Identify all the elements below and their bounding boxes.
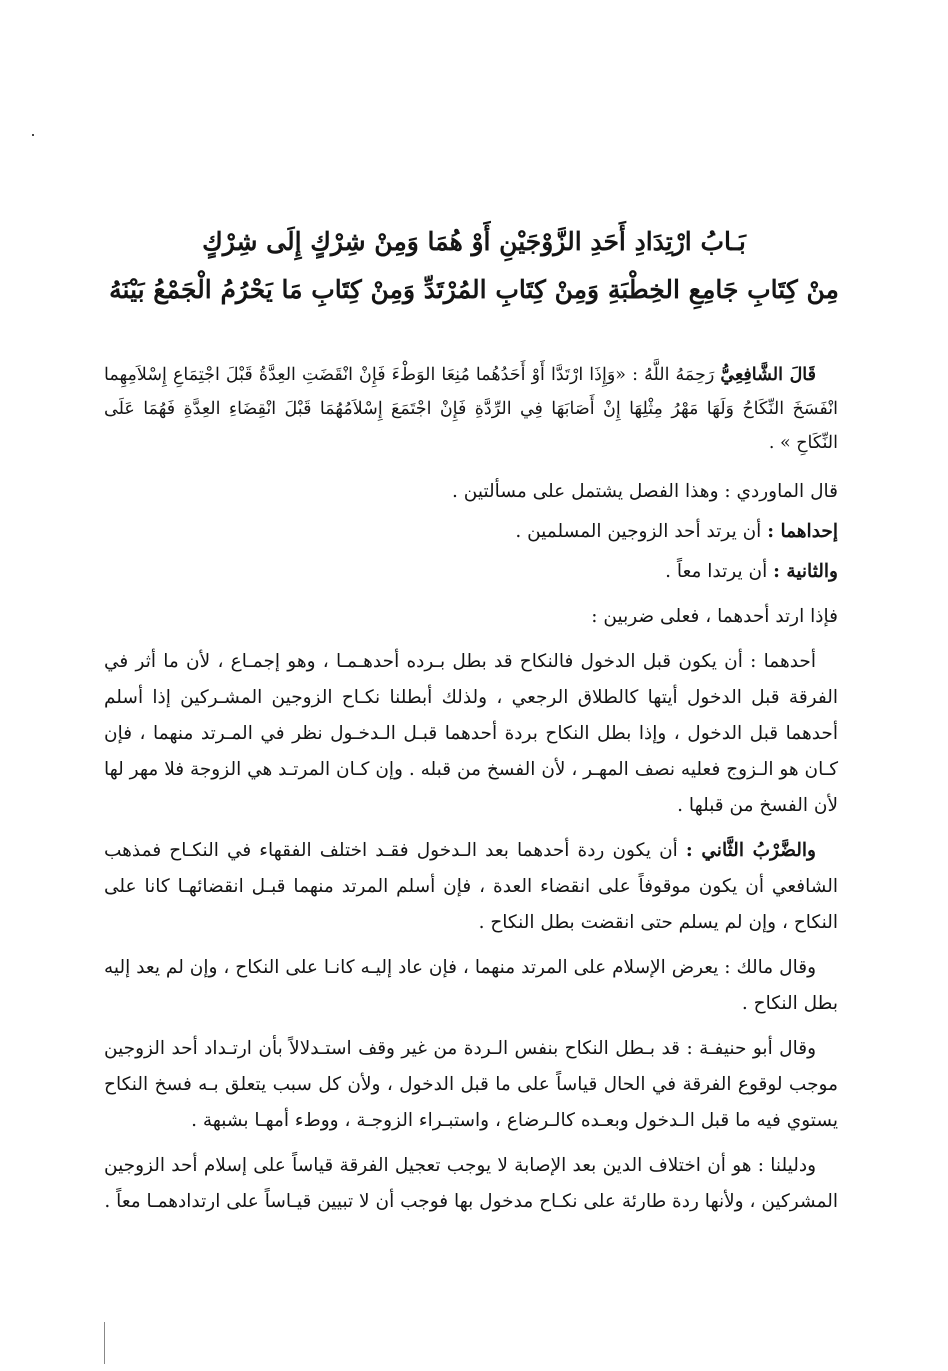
paragraph-text: أحدهما : أن يكون قبل الدخول فالنكاح قد بطل بـرده أحدهـمـا ، وهو إجمـاع ، لأن ما أثر في الفرقة قبل الدخول أيتها كالطلاق الرجعي ، ولذلك أبطلنا نكـاح الزوجين المشـركين إذا أسلم أحدهما قبل الدخول ، وإذا بطل النكاح بردة أحدهما قبـل الـدخـول نظر في المـرتد منهما ، فإن كـان هو الـزوج فعليه نصف المهـر ، لأن الفسخ من قبله . وإن كـان المرتـد هي الزوجة فلا مهر لها لأن الفسخ من قبلها . — [103, 651, 839, 816]
paragraph-lead: والثانية : — [773, 561, 838, 582]
evidence-paragraph — [104, 1148, 838, 1220]
paragraph-lead: إحداهما : — [767, 521, 838, 542]
paragraph-text: رَحِمَهُ اللَّهُ : «وَإِذَا ارْتَدَّا أَوْ أَحَدُهُما مُنِعَا الوَطْءَ فَإِنْ انْقَضَتِ العِدَّةُ قَبْلَ اجْتِمَاعِ إِسْلاَمِهِما انْفَسَخَ النِّكَاحُ وَلَهَا مَهْرُ مِثْلِهَا إِنْ أَصَابَهَا فِي الرِّدَّةِ فَإِنْ اجْتَمَعَ إِسْلاَمُهُمَا قَبْلَ انْقِضَاءِ العِدَّةِ فَهُمَا عَلَى النِّكَاحِ » . — [104, 365, 838, 453]
first-type-paragraph — [104, 644, 838, 824]
mawardi-intro-paragraph — [104, 474, 838, 510]
scan-edge-line — [104, 1322, 105, 1364]
paragraph-text: أن يكون ردة أحدهما بعد الـدخول فقـد اختلف الفقهاء في النكـاح فمذهب الشافعي أن يكون موقوفاً على انقضاء العدة ، فإن أسلم المرتد منهما قبـل انقضائهـا كانا على النكاح ، وإن لم يسلم حتى انقضت بطل النكاح . — [104, 840, 838, 933]
abu-hanifa-opinion-paragraph — [104, 1031, 838, 1139]
chapter-heading — [90, 218, 858, 314]
heading-line-2: مِنْ كِتَابِ جَامِعِ الخِطْبَةِ وَمِنْ كِتَابِ المُرْتَدِّ وَمِنْ كِتَابِ مَا يَحْرُمُ الْجَمْعُ بَيْنَهُ — [109, 275, 839, 304]
paragraph-lead: قَالَ الشَّافِعِيُّ — [720, 365, 816, 385]
page-body — [104, 358, 838, 1229]
paragraph-lead: والضَّرْبُ الثَّاني : — [685, 840, 816, 861]
paragraph-text: فإذا ارتد أحدهما ، فعلى ضربين : — [591, 606, 838, 627]
second-type-paragraph — [104, 833, 838, 941]
paragraph-text: وقال مالك : يعرض الإسلام على المرتد منهما ، فإن عاد إليـه كانـا على النكاح ، وإن لم يعد إليه بطل النكاح . — [104, 957, 838, 1014]
paragraph-text: أن يرتد أحد الزوجين المسلمين . — [515, 521, 768, 542]
two-types-paragraph — [104, 599, 838, 635]
scan-speck — [32, 134, 34, 136]
paragraph-text: وقال أبو حنيفـة : قد بـطل النكاح بنفس الـردة من غير وقف استـدلالاً بأن ارتـداد أحد الزوجين موجب لوقوع الفرقة في الحال قياساً على ما قبل الدخول ، ولأن كل سبب يتعلق بـه فسخ النكاح يستوي فيه ما قبل الـدخول وبعـده كالـرضاع ، واستبـراء الزوجـة ، ووطء أمهـا بشبهة . — [104, 1038, 838, 1131]
first-issue-paragraph — [104, 514, 838, 550]
shafii-quote-paragraph — [104, 358, 838, 460]
heading-line-1: بَـابُ ارْتِدَادِ أَحَدِ الزَّوْجَيْنِ أَوْ هُمَا وَمِنْ شِرْكٍ إِلَى شِرْكٍ — [202, 227, 746, 256]
second-issue-paragraph — [104, 554, 838, 590]
paragraph-text: قال الماوردي : وهذا الفصل يشتمل على مسألتين . — [452, 481, 838, 502]
malik-opinion-paragraph — [104, 950, 838, 1022]
paragraph-text: أن يرتدا معاً . — [665, 561, 774, 582]
paragraph-text: ودليلنا : هو أن اختلاف الدين بعد الإصابة لا يوجب تعجيل الفرقة قياساً على إسلام أحد الزوجين المشركين ، ولأنها ردة طارئة على نكـاح مدخول بها فوجب أن لا تبيين قيـاساً على ارتدادهمـا معاً . — [104, 1155, 838, 1212]
